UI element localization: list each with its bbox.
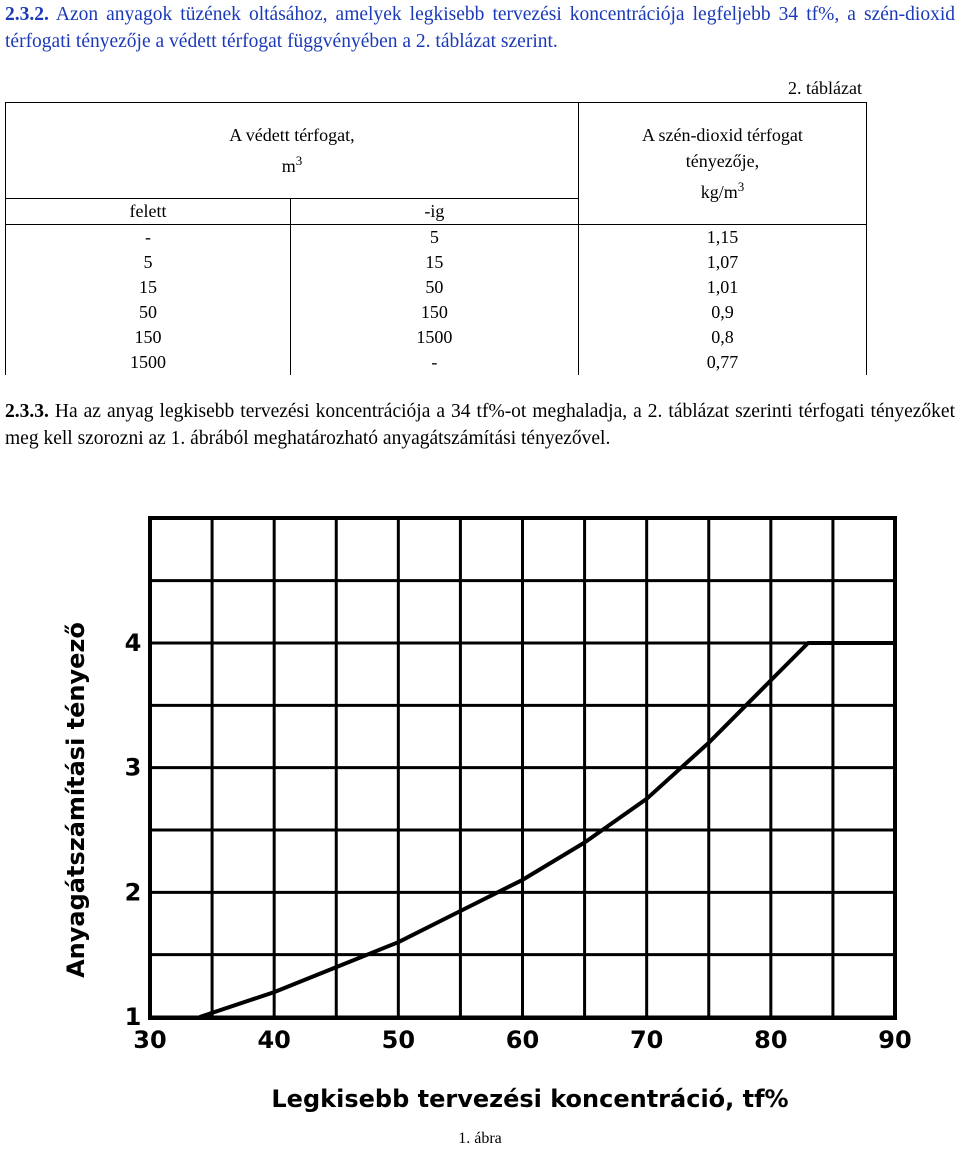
cell-from: 50	[6, 300, 291, 325]
paragraph-2-3-2	[5, 1, 955, 55]
co2-factor-table	[5, 102, 867, 375]
paragraph-text: Azon anyagok tüzének oltásához, amelyek legkisebb tervezési koncentrációja legfeljebb 34 tf%, a szén-dioxid térfogati tényezője a védett térfogat függvényében a 2. táblázat szerint.	[5, 4, 955, 52]
table-caption: 2. táblázat	[788, 78, 862, 98]
x-tick-label: 40	[257, 1026, 291, 1054]
conversion-factor-chart	[0, 500, 960, 1130]
table-row	[6, 325, 867, 350]
cell-factor: 1,01	[578, 275, 866, 300]
paragraph-text: Ha az anyag legkisebb tervezési koncentrációja a 34 tf%-ot meghaladja, a 2. táblázat szerinti térfogati tényezőket meg kell szorozni az 1. ábrából meghatározható anyagátszámítási tényezővel.	[5, 401, 955, 449]
cell-to: 50	[290, 275, 578, 300]
cell-factor: 0,9	[578, 300, 866, 325]
cell-factor: 1,07	[578, 250, 866, 275]
x-tick-label: 50	[381, 1026, 416, 1054]
section-number: 2.3.3.	[5, 401, 49, 422]
header-factor: A szén-dioxid térfogat tényezője, $kg/m^3$	[578, 103, 866, 225]
table-row	[6, 300, 867, 325]
y-tick-label: 2	[124, 878, 142, 907]
paragraph-2-3-3	[5, 398, 955, 452]
cell-from: 5	[6, 250, 291, 275]
x-tick-label: 70	[629, 1026, 664, 1054]
section-number: 2.3.2.	[5, 4, 49, 25]
col-header-to: -ig	[290, 199, 578, 225]
cell-from: 1500	[6, 350, 291, 375]
figure-caption: 1. ábra	[458, 1130, 502, 1147]
y-axis-title: Anyagátszámítási tényező	[62, 622, 90, 978]
x-tick-label: 30	[133, 1026, 167, 1054]
header-volume: A védett térfogat, $m^3$	[6, 103, 579, 199]
table-row	[6, 275, 867, 300]
cell-to: 15	[290, 250, 578, 275]
cell-from: 15	[6, 275, 291, 300]
x-tick-label: 90	[878, 1026, 912, 1054]
cell-from: -	[6, 225, 291, 251]
x-tick-label: 80	[754, 1026, 788, 1054]
col-header-from: felett	[6, 199, 291, 225]
cell-factor: 1,15	[578, 225, 866, 251]
cell-to: -	[290, 350, 578, 375]
cell-to: 150	[290, 300, 578, 325]
y-tick-label: 3	[124, 753, 142, 782]
cell-factor: 0,8	[578, 325, 866, 350]
cell-from: 150	[6, 325, 291, 350]
table-row	[6, 250, 867, 275]
cell-to: 1500	[290, 325, 578, 350]
table-row	[6, 350, 867, 375]
cell-to: 5	[290, 225, 578, 251]
x-tick-label: 60	[505, 1026, 540, 1054]
y-tick-label: 4	[124, 629, 142, 657]
table-row	[6, 225, 867, 251]
x-axis-title: Legkisebb tervezési koncentráció, tf%	[271, 1085, 789, 1113]
cell-factor: 0,77	[578, 350, 866, 375]
y-tick-label: 1	[124, 1003, 142, 1031]
